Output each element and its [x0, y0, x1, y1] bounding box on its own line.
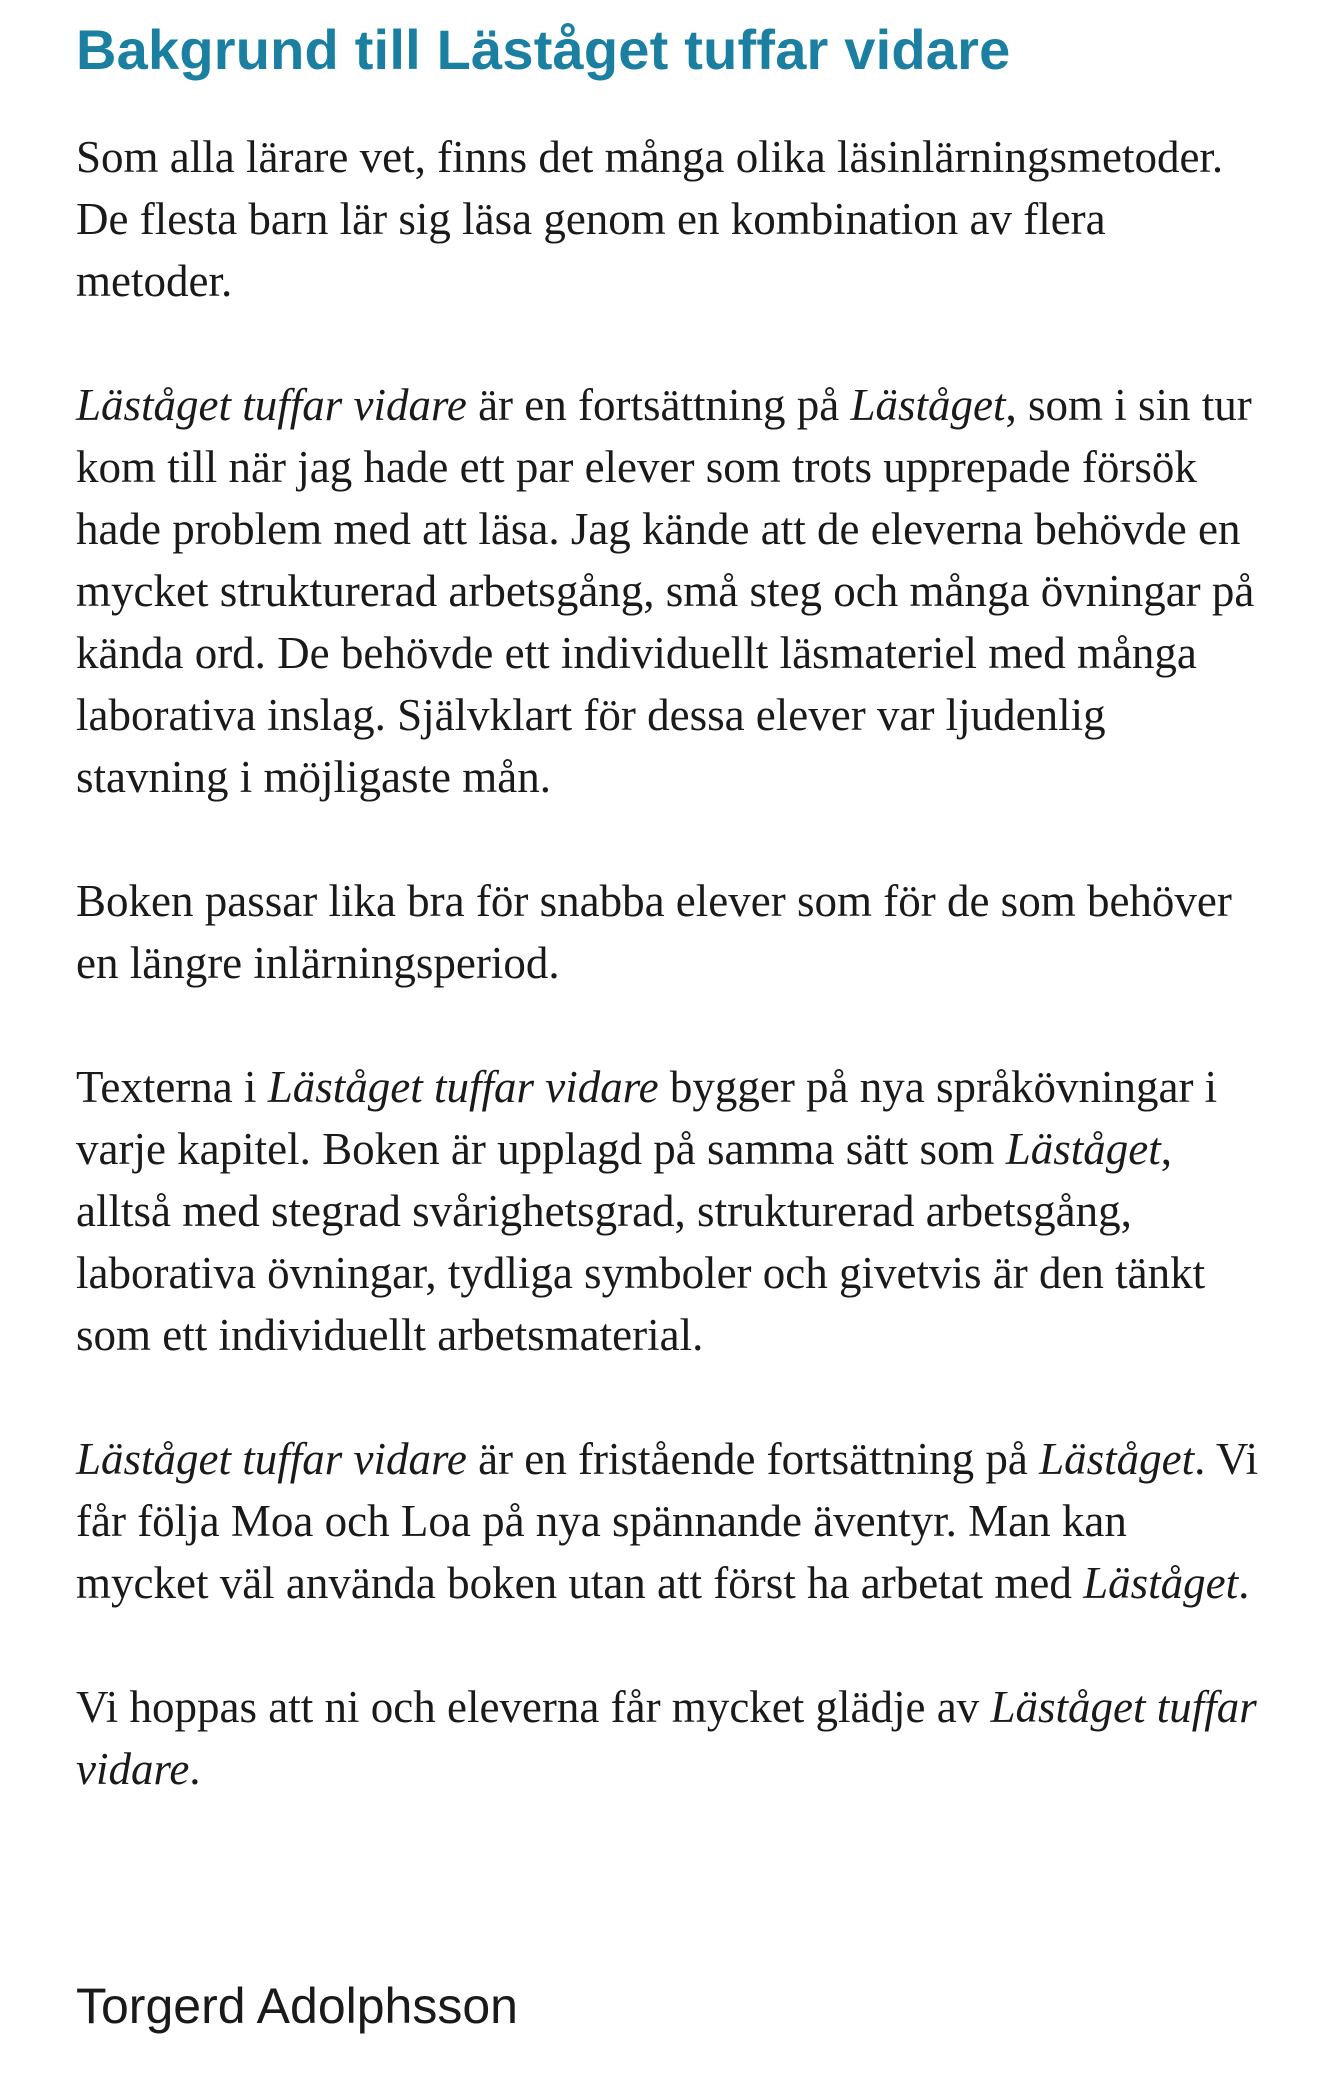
paragraph-6: [76, 1676, 1266, 1800]
book-title: Läståget tuffar vidare: [76, 380, 467, 430]
book-title: Läståget tuffar vidare: [267, 1062, 659, 1112]
book-title: Läståget: [1083, 1558, 1239, 1608]
text-span: Texterna i: [76, 1062, 268, 1112]
document-body: [76, 126, 1266, 1800]
text-span: .: [1238, 1558, 1250, 1608]
book-title: Läståget tuffar vidare: [76, 1434, 467, 1484]
author-signature: Torgerd Adolphsson: [76, 1978, 518, 2034]
text-span: . Vi får följa Moa och Loa på nya spännande äventyr. Man kan mycket väl använda boken utan att först ha arbetat med: [76, 1434, 1259, 1608]
text-span: , alltså med stegrad svårighetsgrad, strukturerad arbetsgång, laborativa övningar, tydliga symboler och givetvis är den tänkt som ett individuellt arbetsmaterial.: [76, 1124, 1206, 1360]
paragraph-5: [76, 1428, 1266, 1614]
paragraph-2: [76, 374, 1266, 808]
text-span: Vi hoppas att ni och eleverna får mycket glädje av: [76, 1682, 991, 1732]
paragraph-3: Boken passar lika bra för snabba elever som för de som behöver en längre inlärningsperiod.: [76, 876, 1232, 988]
page-title: Bakgrund till Läståget tuffar vidare: [76, 18, 1011, 81]
book-title: Läståget tuffar vidare: [76, 1682, 1257, 1794]
text-span: bygger på nya språkövningar i varje kapitel. Boken är upplagd på samma sätt som: [76, 1062, 1218, 1174]
paragraph-4: [76, 1056, 1266, 1366]
text-span: är en fristående fortsättning på: [466, 1434, 1040, 1484]
book-title: Läståget: [1039, 1434, 1195, 1484]
text-span: , som i sin tur kom till när jag hade ett par elever som trots upprepade försök hade problem med att läsa. Jag kände att de eleverna behövde en mycket strukturerad arbetsgång, små steg och många övningar på kända ord. De behövde ett individuellt läsmateriel med många laborativa inslag. Självklart för dessa elever var ljudenlig stavning i möjligaste mån.: [76, 380, 1255, 802]
text-span: är en fortsättning på: [466, 380, 851, 430]
paragraph-1: Som alla lärare vet, finns det många olika läsinlärningsmetoder. De flesta barn lär sig läsa genom en kombination av flera metoder.: [76, 132, 1224, 306]
text-span: .: [189, 1744, 201, 1794]
book-title: Läståget: [850, 380, 1006, 430]
book-title: Läståget: [1005, 1124, 1161, 1174]
document-page: [76, 0, 1266, 2034]
